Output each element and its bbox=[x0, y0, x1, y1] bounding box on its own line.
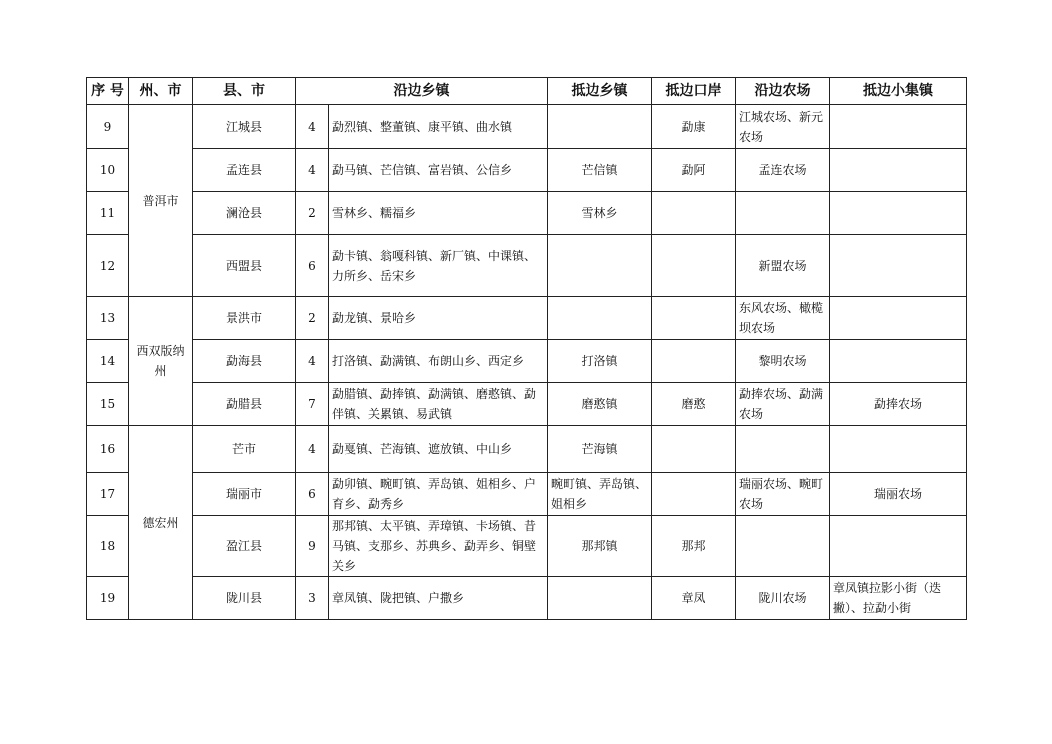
cell-small-towns bbox=[830, 105, 967, 149]
header-seq: 序 号 bbox=[87, 78, 129, 105]
cell-seq: 15 bbox=[87, 383, 129, 426]
cell-small-towns bbox=[830, 192, 967, 235]
prefecture-cell: 德宏州 bbox=[129, 426, 193, 620]
cell-county: 勐腊县 bbox=[193, 383, 296, 426]
cell-towns: 雪林乡、糯福乡 bbox=[329, 192, 548, 235]
cell-towns: 勐卯镇、畹町镇、弄岛镇、姐相乡、户育乡、勐秀乡 bbox=[329, 473, 548, 516]
cell-towns: 打洛镇、勐满镇、布朗山乡、西定乡 bbox=[329, 340, 548, 383]
cell-port: 磨憨 bbox=[652, 383, 736, 426]
cell-count: 2 bbox=[296, 192, 329, 235]
cell-farms: 陇川农场 bbox=[736, 577, 830, 620]
cell-seq: 13 bbox=[87, 297, 129, 340]
cell-border-towns: 那邦镇 bbox=[548, 516, 652, 577]
cell-port bbox=[652, 192, 736, 235]
cell-border-towns: 芒信镇 bbox=[548, 149, 652, 192]
cell-count: 4 bbox=[296, 149, 329, 192]
cell-seq: 19 bbox=[87, 577, 129, 620]
cell-county: 陇川县 bbox=[193, 577, 296, 620]
header-farms: 沿边农场 bbox=[736, 78, 830, 105]
cell-port: 勐康 bbox=[652, 105, 736, 149]
cell-small-towns bbox=[830, 340, 967, 383]
cell-count: 4 bbox=[296, 340, 329, 383]
cell-small-towns bbox=[830, 516, 967, 577]
header-towns: 沿边乡镇 bbox=[296, 78, 548, 105]
cell-towns: 勐戛镇、芒海镇、遮放镇、中山乡 bbox=[329, 426, 548, 473]
cell-count: 4 bbox=[296, 426, 329, 473]
cell-port bbox=[652, 235, 736, 297]
cell-border-towns bbox=[548, 235, 652, 297]
header-prefecture: 州、市 bbox=[129, 78, 193, 105]
cell-count: 9 bbox=[296, 516, 329, 577]
table-row bbox=[87, 297, 967, 340]
cell-port bbox=[652, 340, 736, 383]
cell-port: 章凤 bbox=[652, 577, 736, 620]
cell-small-towns: 瑞丽农场 bbox=[830, 473, 967, 516]
cell-farms bbox=[736, 192, 830, 235]
cell-county: 盈江县 bbox=[193, 516, 296, 577]
cell-farms bbox=[736, 426, 830, 473]
cell-farms: 瑞丽农场、畹町农场 bbox=[736, 473, 830, 516]
cell-towns: 勐烈镇、整董镇、康平镇、曲水镇 bbox=[329, 105, 548, 149]
header-ports: 抵边口岸 bbox=[652, 78, 736, 105]
cell-count: 2 bbox=[296, 297, 329, 340]
cell-farms: 勐捧农场、勐满农场 bbox=[736, 383, 830, 426]
table-row bbox=[87, 383, 967, 426]
cell-count: 7 bbox=[296, 383, 329, 426]
cell-small-towns bbox=[830, 149, 967, 192]
table-row bbox=[87, 340, 967, 383]
cell-seq: 10 bbox=[87, 149, 129, 192]
cell-small-towns bbox=[830, 426, 967, 473]
header-county: 县、市 bbox=[193, 78, 296, 105]
cell-border-towns bbox=[548, 577, 652, 620]
border-towns-table bbox=[86, 77, 967, 620]
cell-small-towns: 勐捧农场 bbox=[830, 383, 967, 426]
cell-county: 澜沧县 bbox=[193, 192, 296, 235]
cell-count: 4 bbox=[296, 105, 329, 149]
cell-port: 勐阿 bbox=[652, 149, 736, 192]
cell-towns: 勐龙镇、景哈乡 bbox=[329, 297, 548, 340]
cell-seq: 11 bbox=[87, 192, 129, 235]
cell-county: 景洪市 bbox=[193, 297, 296, 340]
cell-county: 西盟县 bbox=[193, 235, 296, 297]
cell-count: 3 bbox=[296, 577, 329, 620]
cell-border-towns: 芒海镇 bbox=[548, 426, 652, 473]
cell-small-towns: 章凤镇拉影小街（迭撇）、拉勐小街 bbox=[830, 577, 967, 620]
table-row bbox=[87, 577, 967, 620]
table-row bbox=[87, 149, 967, 192]
cell-count: 6 bbox=[296, 473, 329, 516]
cell-border-towns: 雪林乡 bbox=[548, 192, 652, 235]
cell-farms: 黎明农场 bbox=[736, 340, 830, 383]
cell-county: 孟连县 bbox=[193, 149, 296, 192]
prefecture-cell: 西双版纳州 bbox=[129, 297, 193, 426]
cell-farms: 新盟农场 bbox=[736, 235, 830, 297]
cell-seq: 16 bbox=[87, 426, 129, 473]
table-row bbox=[87, 192, 967, 235]
cell-farms bbox=[736, 516, 830, 577]
cell-towns: 勐卡镇、翁嘎科镇、新厂镇、中课镇、力所乡、岳宋乡 bbox=[329, 235, 548, 297]
cell-port bbox=[652, 297, 736, 340]
cell-seq: 12 bbox=[87, 235, 129, 297]
cell-port bbox=[652, 426, 736, 473]
cell-border-towns bbox=[548, 297, 652, 340]
cell-county: 芒市 bbox=[193, 426, 296, 473]
table-row bbox=[87, 473, 967, 516]
cell-towns: 那邦镇、太平镇、弄璋镇、卡场镇、昔马镇、支那乡、苏典乡、勐弄乡、铜壁关乡 bbox=[329, 516, 548, 577]
cell-farms: 江城农场、新元农场 bbox=[736, 105, 830, 149]
table-row bbox=[87, 426, 967, 473]
header-row bbox=[87, 78, 967, 105]
cell-county: 勐海县 bbox=[193, 340, 296, 383]
cell-port: 那邦 bbox=[652, 516, 736, 577]
cell-seq: 17 bbox=[87, 473, 129, 516]
cell-border-towns bbox=[548, 105, 652, 149]
cell-border-towns: 畹町镇、弄岛镇、姐相乡 bbox=[548, 473, 652, 516]
cell-farms: 东风农场、橄榄坝农场 bbox=[736, 297, 830, 340]
cell-county: 江城县 bbox=[193, 105, 296, 149]
cell-seq: 9 bbox=[87, 105, 129, 149]
cell-towns: 勐腊镇、勐捧镇、勐满镇、磨憨镇、勐伴镇、关累镇、易武镇 bbox=[329, 383, 548, 426]
cell-towns: 章凤镇、陇把镇、户撒乡 bbox=[329, 577, 548, 620]
cell-county: 瑞丽市 bbox=[193, 473, 296, 516]
cell-seq: 18 bbox=[87, 516, 129, 577]
cell-count: 6 bbox=[296, 235, 329, 297]
cell-border-towns: 打洛镇 bbox=[548, 340, 652, 383]
prefecture-cell: 普洱市 bbox=[129, 105, 193, 297]
cell-small-towns bbox=[830, 235, 967, 297]
cell-port bbox=[652, 473, 736, 516]
header-small-towns: 抵边小集镇 bbox=[830, 78, 967, 105]
header-border-towns: 抵边乡镇 bbox=[548, 78, 652, 105]
cell-farms: 孟连农场 bbox=[736, 149, 830, 192]
cell-small-towns bbox=[830, 297, 967, 340]
cell-border-towns: 磨憨镇 bbox=[548, 383, 652, 426]
table-row bbox=[87, 235, 967, 297]
table-row bbox=[87, 516, 967, 577]
table-row bbox=[87, 105, 967, 149]
cell-seq: 14 bbox=[87, 340, 129, 383]
cell-towns: 勐马镇、芒信镇、富岩镇、公信乡 bbox=[329, 149, 548, 192]
